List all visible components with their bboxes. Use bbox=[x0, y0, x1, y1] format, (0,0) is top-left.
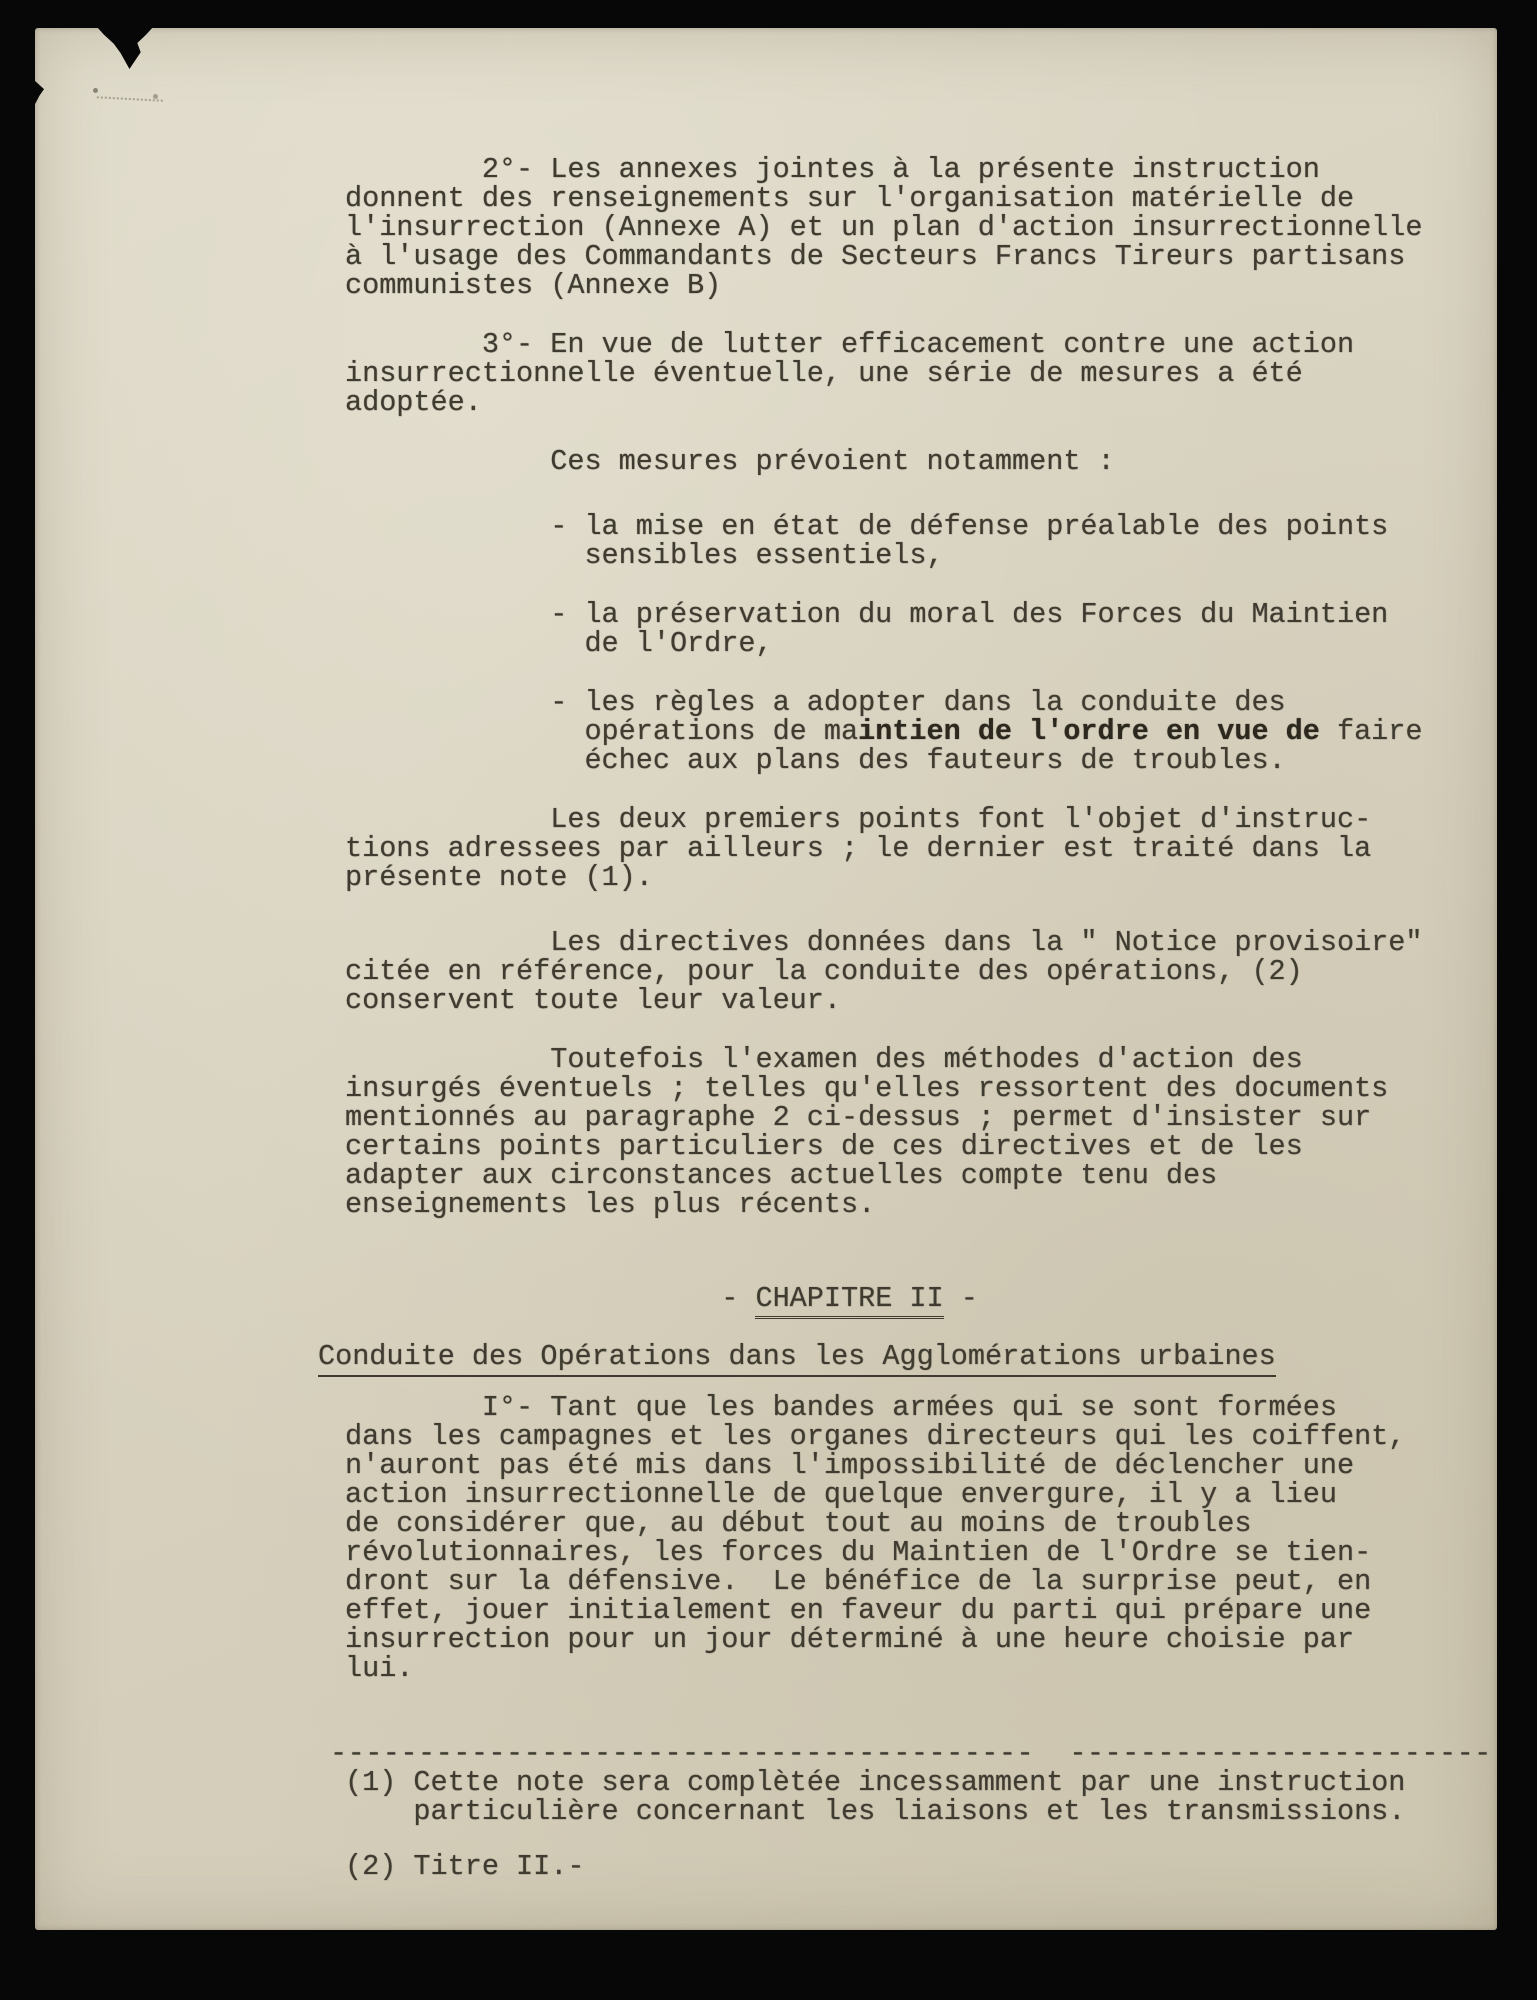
footnote-1: (1) Cette note sera complètée incessamment par une instruction particulière concernant les liaisons et les transmissions. bbox=[345, 1766, 1406, 1828]
bullet-regles bbox=[345, 688, 1485, 775]
chapter-heading bbox=[345, 1284, 1485, 1313]
bullet-regles-end: faire échec aux plans des fauteurs de troubles. bbox=[584, 715, 1423, 777]
chapter-subtitle bbox=[318, 1342, 1485, 1371]
document-page bbox=[35, 28, 1497, 1930]
chapter-heading-title: CHAPITRE II bbox=[755, 1282, 943, 1319]
paragraph-lutter: 3°- En vue de lutter efficacement contre une action insurrectionnelle éventuelle, une série de mesures a été adoptée. bbox=[345, 328, 1355, 419]
bullet-regles-overstrike: intien de l'ordre en vue de bbox=[858, 715, 1320, 748]
paragraph-tant-que: I°- Tant que les bandes armées qui se sont formées dans les campagnes et les organes directeurs qui les coiffent, n'auront pas été mis dans l'impossibilité de déclencher une action insurrectionnelle de quelque envergure, il y a lieu de considérer que, au début tout au moins de troubles révolutionnaires, les forces du Maintien de l'Ordre se tien- dront sur la défensive. Le bénéfice de la surprise peut, en effet, jouer initialement en faveur du parti qui prépare une insurrection pour un jour déterminé à une heure choisie par lui. bbox=[345, 1391, 1406, 1685]
paragraph-directives: Les directives données dans la " Notice provisoire" citée en référence, pour la conduite des opérations, (2) conservent toute leur valeur. bbox=[345, 926, 1423, 1017]
pencil-dot bbox=[93, 88, 98, 93]
bullet-regles-start: - les règles a adopter dans la conduite des opérations de ma bbox=[550, 686, 1286, 748]
paragraph-deux-premiers: Les deux premiers points font l'objet d'instruc- tions adressees par ailleurs ; le dernier est traité dans la présente note (1). bbox=[345, 803, 1372, 894]
chapter-subtitle-text: Conduite des Opérations dans les Agglomérations urbaines bbox=[318, 1340, 1276, 1377]
paragraph-mesures-intro: Ces mesures prévoient notamment : bbox=[345, 445, 1115, 478]
footnote-2: (2) Titre II.- bbox=[345, 1850, 585, 1883]
paragraph-annexes: 2°- Les annexes jointes à la présente instruction donnent des renseignements sur l'organisation matérielle de l'insurrection (Annexe A) et un plan d'action insurrectionnelle à l'usage des Commandants de Secteurs Francs Tireurs partisans communistes (Annexe B) bbox=[345, 153, 1423, 302]
edge-nick bbox=[34, 80, 44, 106]
bullet-moral: - la préservation du moral des Forces du Maintien de l'Ordre, bbox=[550, 598, 1389, 660]
chapter-heading-dash: - bbox=[943, 1282, 978, 1315]
pencil-dot bbox=[153, 94, 158, 99]
torn-edge bbox=[97, 27, 153, 69]
paragraph-toutefois: Toutefois l'examen des méthodes d'action des insurgés éventuels ; telles qu'elles ressortent des documents mentionnés au paragraphe 2 ci-dessus ; permet d'insister sur certains points particuliers de ces directives et de les adapter aux circonstances actuelles compte tenu des enseignements les plus récents. bbox=[345, 1043, 1389, 1221]
typewritten-text bbox=[318, 28, 1492, 1883]
footnote-separator: ---------------------------------------- ------------------------ bbox=[330, 1737, 1492, 1770]
chapter-heading-dash: - bbox=[345, 1282, 756, 1315]
bullet-defense: - la mise en état de défense préalable des points sensibles essentiels, bbox=[550, 510, 1389, 572]
